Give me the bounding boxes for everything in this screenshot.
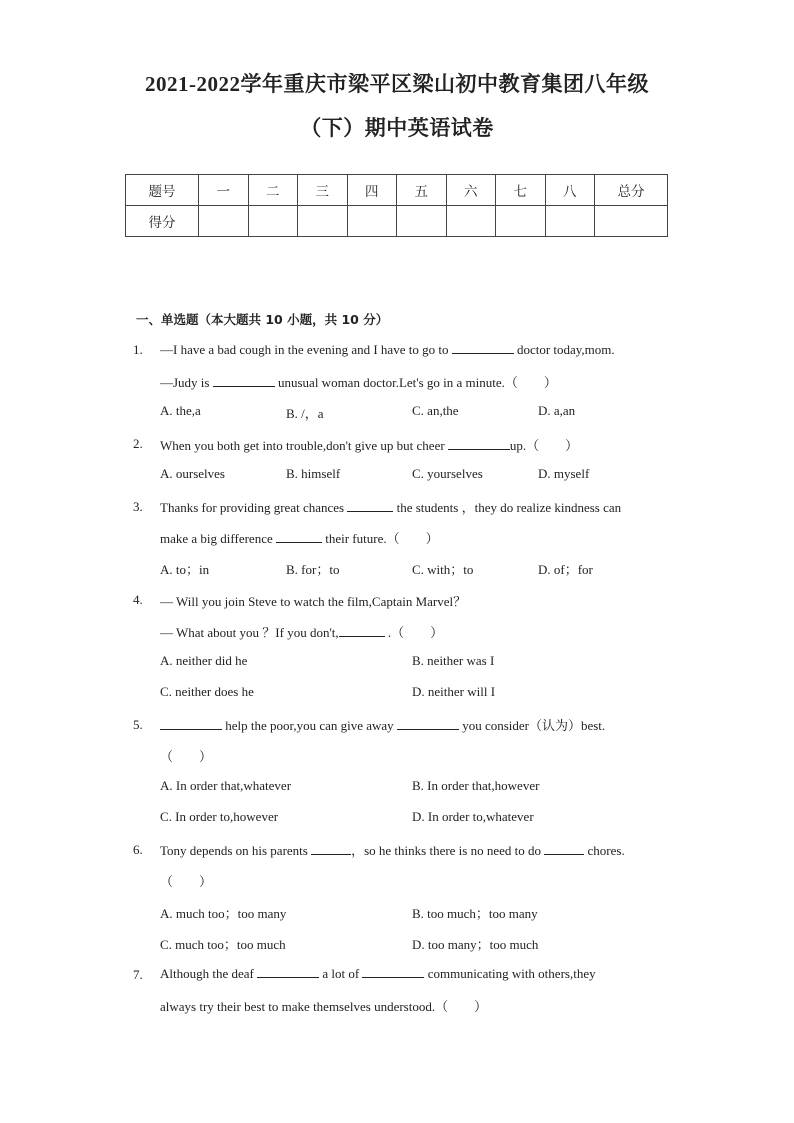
- question-number: 3.: [133, 499, 143, 514]
- score-table-score-row: [126, 206, 668, 237]
- question-number: 5.: [133, 717, 143, 732]
- answer-blank: [362, 965, 424, 978]
- answer-blank: [544, 842, 584, 855]
- score-cell: [496, 206, 546, 237]
- question-text: a lot of: [322, 966, 360, 981]
- option-a: A. In order that,whatever: [160, 778, 292, 793]
- score-cell: [248, 206, 298, 237]
- question-line: [160, 497, 621, 516]
- answer-blank: [311, 842, 351, 855]
- score-cell: [545, 206, 595, 237]
- option-b: B. for；to: [286, 562, 340, 577]
- question-text: Although the deaf: [160, 966, 254, 981]
- score-cell: [298, 206, 348, 237]
- option-a: A. to；in: [160, 562, 210, 577]
- question-number: 7.: [133, 967, 143, 982]
- score-header-cell: 六: [446, 175, 496, 206]
- question-text: help the poor,you can give away: [225, 718, 394, 733]
- question-text: the students ，they do realize kindness can: [396, 500, 622, 515]
- option-b: B. /，a: [286, 406, 324, 421]
- option-d: D. neither will I: [412, 684, 496, 699]
- question-line: [160, 840, 625, 859]
- question-text: Thanks for providing great chances: [160, 500, 345, 515]
- answer-blank: [213, 374, 275, 387]
- option-b: B. neither was I: [412, 653, 495, 668]
- exam-title-line-1: 2021-2022学年重庆市梁平区梁山初中教育集团八年级: [145, 72, 649, 96]
- question-text: doctor today,mom.: [516, 342, 615, 357]
- question-number: 4.: [133, 592, 143, 607]
- section-heading: 一、单选题（本大题共 10 小题，共 10 分）: [136, 312, 389, 327]
- score-header-cell: 四: [347, 175, 397, 206]
- answer-blank: [347, 499, 393, 512]
- option-a: A. neither did he: [160, 653, 248, 668]
- answer-blank: [452, 341, 514, 354]
- question-line: [160, 372, 557, 391]
- question-text: .（ ）: [387, 625, 444, 640]
- score-header-cell: 总分: [595, 175, 668, 206]
- question-text: When you both get into trouble,don't give up but cheer: [160, 438, 445, 453]
- score-cell: [595, 206, 668, 237]
- question-text: —Judy is: [160, 375, 210, 390]
- question-number: 6.: [133, 842, 143, 857]
- question-line: [160, 622, 443, 641]
- question-text: chores.: [587, 843, 625, 858]
- question-text: Tony depends on his parents: [160, 843, 308, 858]
- question-text: their future.（ ）: [325, 531, 439, 546]
- option-c: C. much too；too much: [160, 937, 286, 952]
- question-line: [160, 341, 615, 358]
- question-line: [160, 965, 596, 982]
- option-a: A. ourselves: [160, 466, 225, 481]
- question-line: — Will you join Steve to watch the film,Captain Marvel？: [160, 594, 467, 609]
- score-header-cell: 八: [545, 175, 595, 206]
- question-text: make a big difference: [160, 531, 273, 546]
- score-cell: [397, 206, 447, 237]
- answer-blank: [339, 624, 385, 637]
- score-cell: [446, 206, 496, 237]
- option-c: C. with；to: [412, 562, 474, 577]
- option-b: B. too much；too many: [412, 906, 538, 921]
- question-text: you consider（认为）best.: [462, 718, 606, 733]
- option-a: A. the,a: [160, 403, 201, 418]
- score-cell: [199, 206, 249, 237]
- question-text: up.（ ）: [509, 438, 579, 453]
- question-text: unusual woman doctor.Let's go in a minute.（ ）: [277, 375, 557, 390]
- question-line: （ ）: [160, 874, 213, 889]
- question-line: [160, 715, 605, 734]
- answer-blank: [160, 717, 222, 730]
- option-b: B. In order that,however: [412, 778, 540, 793]
- score-table: [125, 174, 668, 237]
- answer-blank: [276, 530, 322, 543]
- question-text: ，so he thinks there is no need to do: [351, 843, 542, 858]
- question-text: —I have a bad cough in the evening and I have to go to: [160, 342, 449, 357]
- option-c: C. an,the: [412, 403, 459, 418]
- score-header-cell: 二: [248, 175, 298, 206]
- question-text: — What about you ？If you don't,: [160, 625, 339, 640]
- score-header-cell: 题号: [126, 175, 199, 206]
- question-line: always try their best to make themselves understood.（ ）: [160, 999, 488, 1014]
- score-header-cell: 五: [397, 175, 447, 206]
- exam-title-line-2: （下）期中英语试卷: [300, 116, 494, 140]
- option-d: D. In order to,whatever: [412, 809, 534, 824]
- score-table-header-row: [126, 175, 668, 206]
- option-d: D. a,an: [538, 403, 576, 418]
- question-number: 2.: [133, 436, 143, 451]
- option-d: D. too many；too much: [412, 937, 539, 952]
- score-header-cell: 一: [199, 175, 249, 206]
- question-number: 1.: [133, 342, 143, 357]
- score-header-cell: 三: [298, 175, 348, 206]
- answer-blank: [448, 437, 510, 450]
- option-c: C. yourselves: [412, 466, 483, 481]
- score-cell: [347, 206, 397, 237]
- question-line: （ ）: [160, 749, 213, 764]
- option-d: D. of；for: [538, 562, 593, 577]
- answer-blank: [397, 717, 459, 730]
- answer-blank: [257, 965, 319, 978]
- question-line: [160, 528, 439, 547]
- option-c: C. neither does he: [160, 684, 254, 699]
- score-header-cell: 七: [496, 175, 546, 206]
- question-line: [160, 435, 578, 454]
- option-d: D. myself: [538, 466, 590, 481]
- option-c: C. In order to,however: [160, 809, 279, 824]
- question-text: communicating with others,they: [427, 966, 596, 981]
- score-row-label: 得分: [126, 206, 199, 237]
- option-b: B. himself: [286, 466, 341, 481]
- option-a: A. much too；too many: [160, 906, 287, 921]
